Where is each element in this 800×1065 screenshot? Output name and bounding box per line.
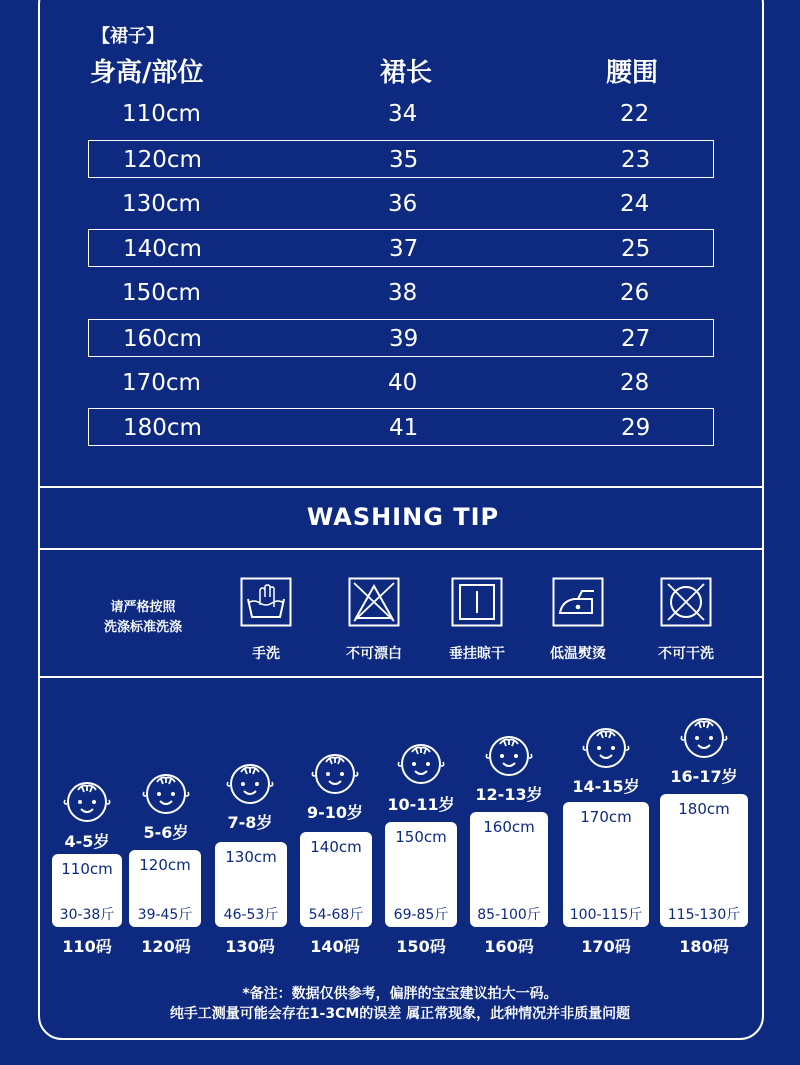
bar-weight: 85-100斤 <box>477 907 541 923</box>
bar-weight: 30-38斤 <box>59 907 115 923</box>
age-label: 10-11岁 <box>387 795 455 814</box>
footer-note-2: 纯手工测量可能会存在1-3CM的误差 属正常现象，此种情况并非质量问题 <box>169 1006 631 1022</box>
cell-length: 40 <box>388 370 418 396</box>
size-table-title: 【裙子】 <box>92 26 164 47</box>
table-row <box>88 95 714 133</box>
size-bar <box>470 812 548 927</box>
care-label: 手洗 <box>252 646 280 662</box>
bar-height: 110cm <box>61 860 113 878</box>
footer-note-1: *备注：数据仅供参考，偏胖的宝宝建议拍大一码。 <box>242 986 558 1002</box>
care-item-low-iron <box>533 577 623 663</box>
cell-length: 34 <box>388 101 418 127</box>
cell-waist: 27 <box>621 326 651 352</box>
bar-height: 120cm <box>139 856 191 874</box>
size-bar <box>215 842 287 927</box>
bar-weight: 100-115斤 <box>569 907 643 923</box>
size-code: 180码 <box>679 937 729 956</box>
care-label: 不可干洗 <box>658 646 714 662</box>
header-height: 身高/部位 <box>90 58 204 88</box>
table-row <box>88 408 714 446</box>
washing-note-line1: 请严格按照 <box>110 600 176 615</box>
kid-face-icon <box>391 740 451 790</box>
cell-length: 37 <box>389 236 419 262</box>
hand-wash-icon <box>240 577 292 627</box>
kid-face-icon <box>57 778 117 828</box>
kid-face-icon <box>479 732 539 782</box>
bar-height: 140cm <box>310 838 362 856</box>
kid-face-icon <box>576 724 636 774</box>
table-row <box>88 274 714 312</box>
care-item-no-dry-clean <box>641 577 731 663</box>
age-label: 7-8岁 <box>227 813 273 832</box>
size-code: 110码 <box>62 937 112 956</box>
no-dry-clean-icon <box>660 577 712 627</box>
kid-face-icon <box>305 750 365 800</box>
table-row <box>88 319 714 357</box>
no-bleach-icon <box>348 577 400 627</box>
cell-height: 140cm <box>123 236 202 262</box>
divider <box>38 548 764 550</box>
cell-length: 36 <box>388 191 418 217</box>
size-bar <box>385 822 457 927</box>
bar-height: 160cm <box>483 818 535 836</box>
cell-height: 130cm <box>122 191 201 217</box>
bar-weight: 54-68斤 <box>308 907 364 923</box>
cell-height: 150cm <box>122 280 201 306</box>
cell-waist: 28 <box>620 370 650 396</box>
care-item-drip-dry <box>432 577 522 663</box>
cell-length: 39 <box>389 326 419 352</box>
divider <box>38 676 764 678</box>
care-label: 垂挂晾干 <box>449 646 505 662</box>
cell-height: 120cm <box>123 147 202 173</box>
care-label: 不可漂白 <box>346 646 402 662</box>
bar-weight: 115-130斤 <box>667 907 741 923</box>
cell-waist: 22 <box>620 101 650 127</box>
table-row <box>88 140 714 178</box>
age-label: 12-13岁 <box>475 785 543 804</box>
bar-height: 170cm <box>580 808 632 826</box>
washing-note <box>88 598 198 638</box>
size-code: 160码 <box>484 937 534 956</box>
cell-height: 160cm <box>123 326 202 352</box>
cell-length: 35 <box>389 147 419 173</box>
drip-dry-icon <box>451 577 503 627</box>
care-label: 低温熨烫 <box>550 646 606 662</box>
size-code: 140码 <box>310 937 360 956</box>
header-skirt-length: 裙长 <box>380 58 433 88</box>
size-bar <box>52 854 122 927</box>
divider <box>38 486 764 488</box>
table-row <box>88 364 714 402</box>
cell-height: 110cm <box>122 101 201 127</box>
cell-waist: 23 <box>621 147 651 173</box>
size-bar <box>300 832 372 927</box>
cell-length: 38 <box>388 280 418 306</box>
kid-face-icon <box>136 770 196 820</box>
size-code: 150码 <box>396 937 446 956</box>
kid-face-icon <box>220 760 280 810</box>
washing-tip-title: WASHING TIP <box>306 503 500 531</box>
bar-height: 150cm <box>395 828 447 846</box>
cell-length: 41 <box>389 415 419 441</box>
care-item-no-bleach <box>329 577 419 663</box>
size-bar <box>129 850 201 927</box>
table-row <box>88 229 714 267</box>
cell-waist: 29 <box>621 415 651 441</box>
cell-waist: 24 <box>620 191 650 217</box>
cell-waist: 25 <box>621 236 651 262</box>
bar-weight: 39-45斤 <box>137 907 193 923</box>
cell-waist: 26 <box>620 280 650 306</box>
bar-weight: 46-53斤 <box>223 907 279 923</box>
age-label: 9-10岁 <box>306 803 364 822</box>
age-label: 14-15岁 <box>572 777 640 796</box>
size-code: 120码 <box>141 937 191 956</box>
care-item-hand-wash <box>221 577 311 663</box>
cell-height: 180cm <box>123 415 202 441</box>
table-row <box>88 185 714 223</box>
size-code: 170码 <box>581 937 631 956</box>
bar-weight: 69-85斤 <box>393 907 449 923</box>
age-label: 16-17岁 <box>670 767 738 786</box>
bar-height: 130cm <box>225 848 277 866</box>
size-bar <box>563 802 649 927</box>
bar-height: 180cm <box>678 800 730 818</box>
header-waist: 腰围 <box>606 58 659 88</box>
cell-height: 170cm <box>122 370 201 396</box>
age-label: 4-5岁 <box>64 832 110 851</box>
low-iron-icon <box>552 577 604 627</box>
size-bar <box>660 794 748 927</box>
kid-face-icon <box>674 714 734 764</box>
age-label: 5-6岁 <box>143 823 189 842</box>
washing-note-line2: 洗涤标准洗涤 <box>103 620 182 635</box>
size-code: 130码 <box>225 937 275 956</box>
